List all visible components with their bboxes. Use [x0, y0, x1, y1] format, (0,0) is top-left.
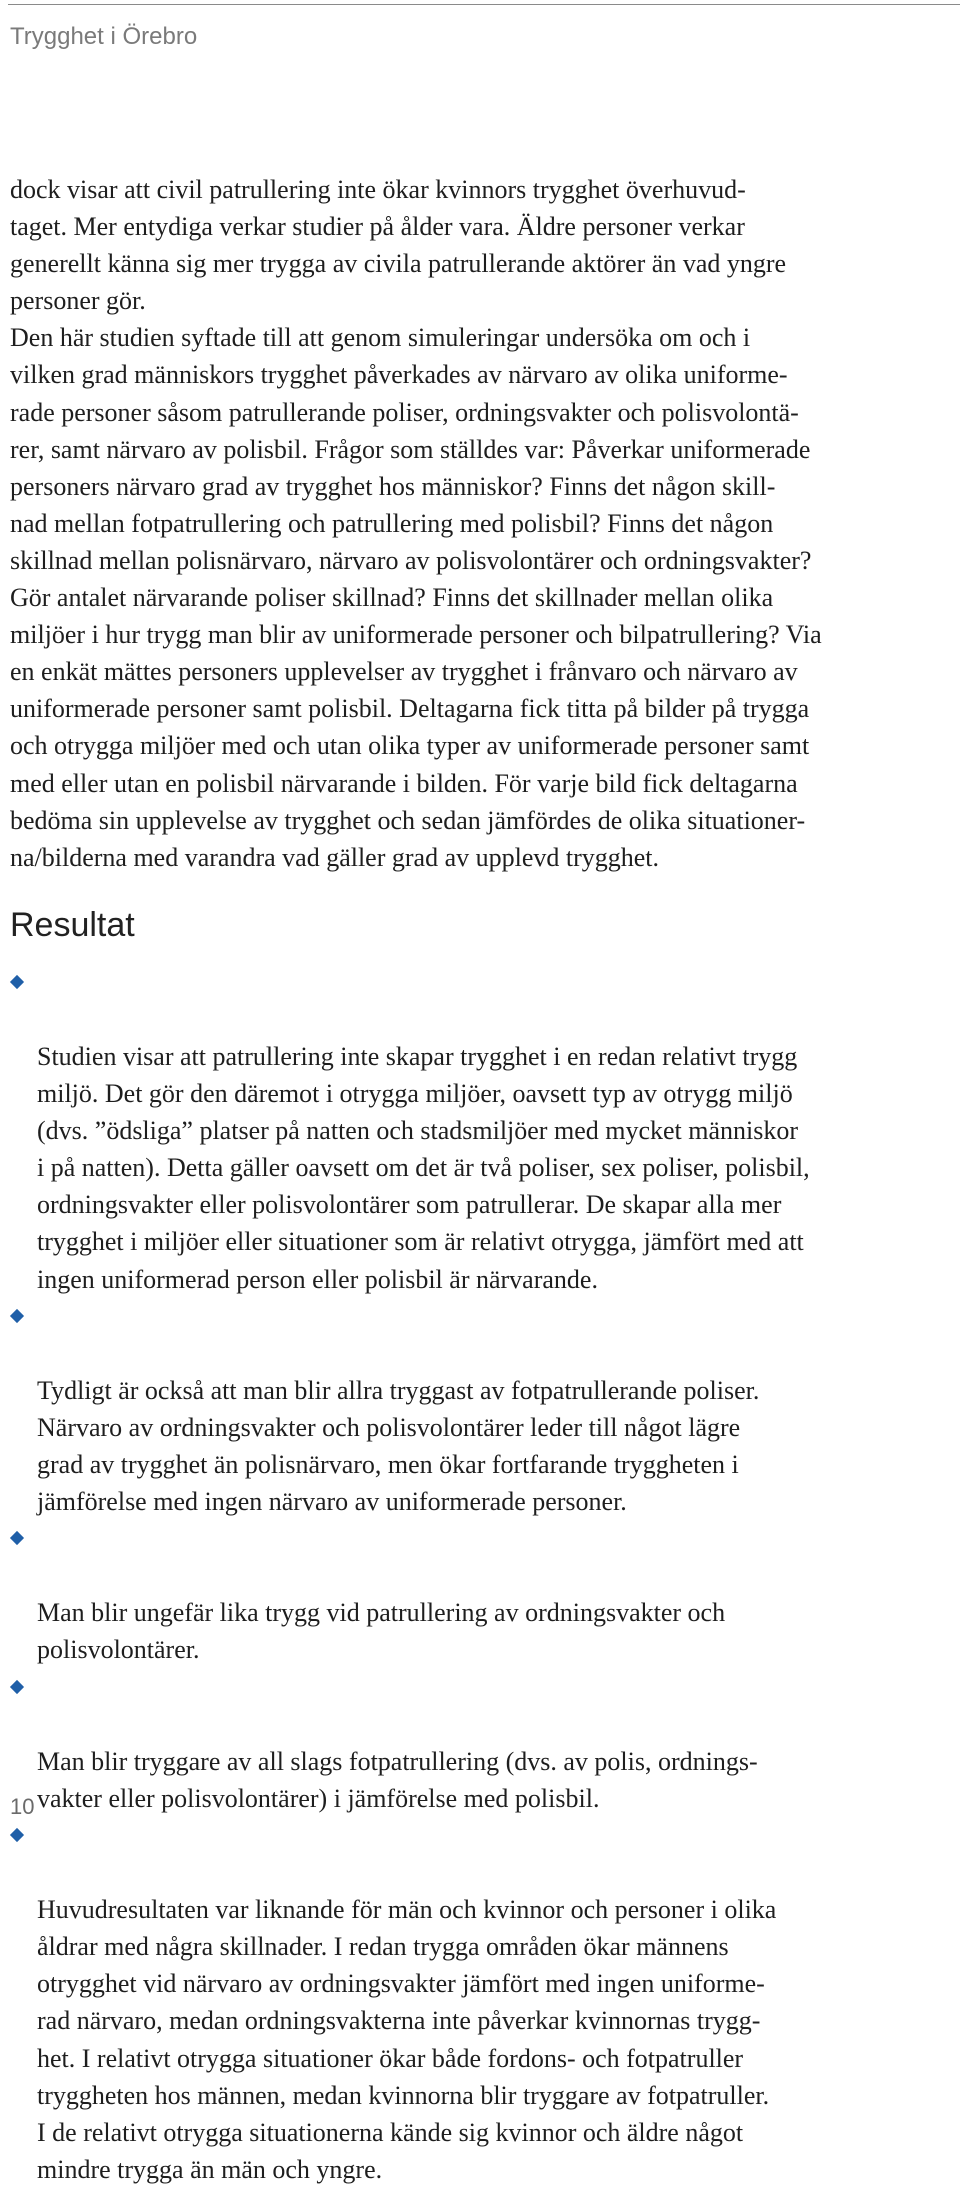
list-item-text: Man blir tryggare av all slags fotpatrullering (dvs. av polis, ordnings- vakter eller polisvolontärer) i jämförelse med polisbil.: [37, 1746, 758, 1813]
list-item: [10, 1669, 950, 1817]
list-item-text: Studien visar att patrullering inte skapar trygghet i en redan relativt trygg miljö. Det gör den däremot i otrygga miljöer, oavsett typ av otrygg miljö (dvs. ”ödsliga” platser på natten och stadsmiljöer med mycket människor i på natten). Detta gäller oavsett om det är två poliser, sex poliser, polisbil, ordningsvakter eller polisvolontärer som patrullerar. De skapar alla mer trygghet i miljöer eller situationer som är relativt otrygga, jämfört med att ingen uniformerad person eller polisbil är närvarande.: [37, 1041, 810, 1294]
list-item: [10, 1520, 950, 1668]
diamond-bullet-icon: [10, 1679, 24, 1693]
header-rule: [8, 4, 960, 5]
study-paragraph: Den här studien syftade till att genom simuleringar undersöka om och i vilken grad människors trygghet påverkades av närvaro av olika uniforme- rade personer såsom patrullerande poliser, ordningsvakter och polisvolontä- rer, samt närvaro av polisbil. Frågor som ställdes var: Påverkar uniformerade personers närvaro grad av trygghet hos människor? Finns det någon skill- nad mellan fotpatrullering och patrullering med polisbil? Finns det någon skillnad mellan polisnärvaro, närvaro av polisvolontärer och ordningsvakter? Gör antalet närvarande poliser skillnad? Finns det skillnader mellan olika miljöer i hur trygg man blir av uniformerade personer och bilpatrullering? Via en enkät mättes personers upplevelser av trygghet i frånvaro och närvaro av uniformerade personer samt polisbil. Deltagarna fick titta på bilder på trygga och otrygga miljöer med och utan olika typer av uniformerade personer samt med eller utan en polisbil närvarande i bilden. För varje bild fick deltagarna bedöma sin upplevelse av trygghet och sedan jämfördes de olika situationer- na/bilderna med varandra vad gäller grad av upplevd trygghet.: [10, 323, 822, 872]
results-heading: Resultat: [10, 905, 135, 944]
diamond-bullet-icon: [10, 1828, 24, 1842]
list-item-text: Huvudresultaten var liknande för män och kvinnor och personer i olika åldrar med några skillnader. I redan trygga områden ökar männens otrygghet vid närvaro av ordningsvakter jämfört med ingen uniforme- rad närvaro, medan ordningsvakterna inte påverkar kvinnornas trygg- het. I relativt otrygga situationer ökar både fordons- och fotpatruller tryggheten hos männen, medan kvinnorna blir tryggare av fotpatruller. I de relativt otrygga situationerna kände sig kvinnor och äldre något mindre trygga än män och yngre.: [37, 1895, 777, 2184]
list-item: [10, 1298, 950, 1521]
list-item: [10, 964, 950, 1298]
diamond-bullet-icon: [10, 975, 24, 989]
list-item-text: Tydligt är också att man blir allra tryggast av fotpatrullerande poliser. Närvaro av ordningsvakter och polisvolontärer leder till något lägre grad av trygghet än polisnärvaro, men ökar fortfarande tryggheten i jämförelse med ingen närvaro av uniformerade personer.: [37, 1375, 760, 1517]
list-item: [10, 1817, 950, 2188]
results-list: [10, 964, 950, 2188]
diamond-bullet-icon: [10, 1309, 24, 1323]
page-body: [10, 171, 950, 2188]
diamond-bullet-icon: [10, 1531, 24, 1545]
list-item-text: Man blir ungefär lika trygg vid patrullering av ordningsvakter och polisvolontärer.: [37, 1598, 726, 1665]
page-number: 10: [10, 1794, 35, 1819]
intro-paragraph: dock visar att civil patrullering inte ökar kvinnors trygghet överhuvud- taget. Mer entydiga verkar studier på ålder vara. Äldre personer verkar generellt känna sig mer trygga av civila patrullerande aktörer än vad yngre personer gör.: [10, 175, 787, 316]
running-header: Trygghet i Örebro: [10, 23, 198, 50]
